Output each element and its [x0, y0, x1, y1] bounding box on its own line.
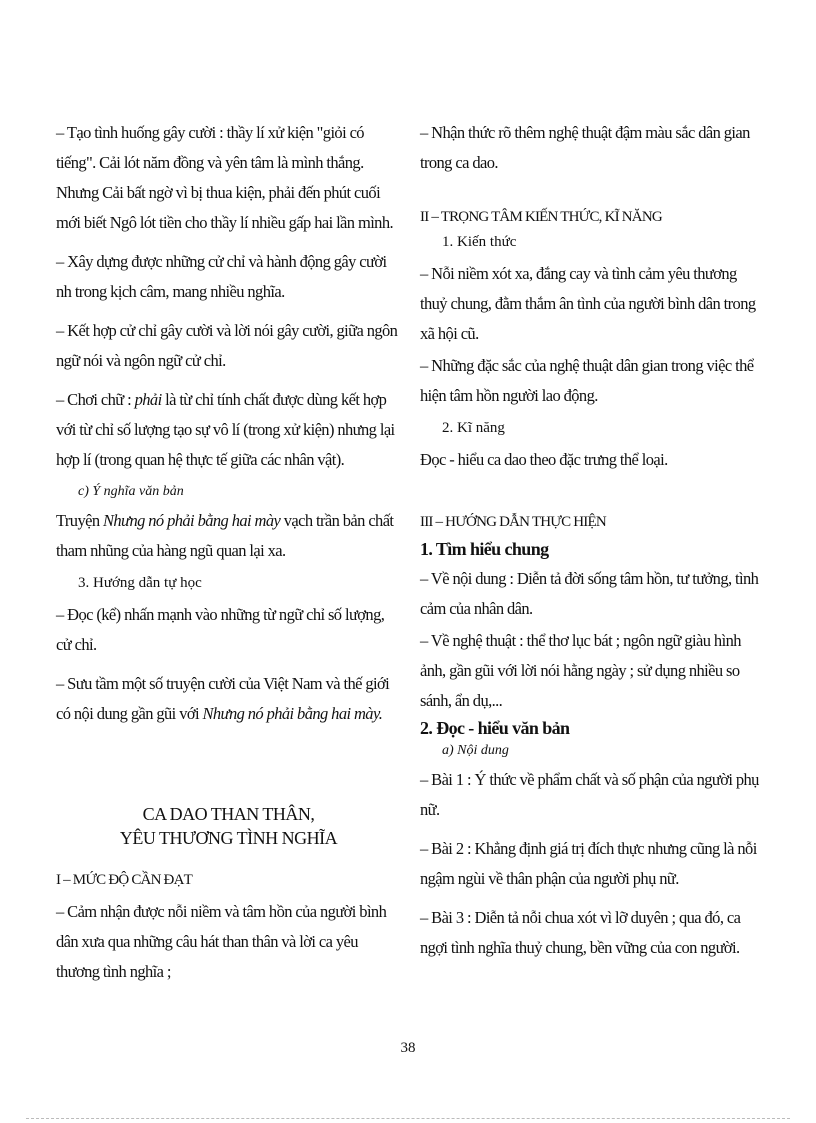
subheading-skills: 2. Kĩ năng	[442, 420, 505, 436]
subheading-knowledge: 1. Kiến thức	[442, 234, 517, 250]
paragraph: – Về nghệ thuật : thể thơ lục bát ; ngôn ngữ giàu hình ảnh, gần gũi với lời nói hằng ngày ; sử dụng nhiều so sánh, ẩn dụ,...	[420, 631, 741, 710]
paragraph: – Đọc (kể) nhấn mạnh vào những từ ngữ chỉ số lượng, cử chỉ.	[56, 605, 385, 654]
paragraph	[56, 669, 401, 729]
heading-guide: III – HƯỚNG DẪN THỰC HIỆN	[420, 514, 606, 530]
italic-title: Nhưng nó phải bằng hai mày	[103, 511, 281, 530]
heading-level: I – MỨC ĐỘ CẦN ĐẠT	[56, 872, 192, 888]
text-run: – Chơi chữ :	[56, 390, 135, 409]
paragraph: – Bài 2 : Khẳng định giá trị đích thực nhưng cũng là nỗi ngậm ngùi về thân phận của người phụ nữ.	[420, 839, 757, 888]
paragraph: – Xây dựng được những cử chỉ và hành động gây cười nh trong kịch câm, mang nhiều nghĩa.	[56, 252, 387, 301]
section-title-line1: CA DAO THAN THÂN,	[142, 804, 315, 824]
paragraph: – Cảm nhận được nỗi niềm và tâm hồn của người bình dân xưa qua những câu hát than thân và lời ca yêu thương tình nghĩa ;	[56, 902, 387, 981]
text-run: – Sưu tầm một số truyện cười của Việt Nam và thế giới có nội dung gần gũi với	[56, 674, 390, 723]
paragraph: – Nhận thức rõ thêm nghệ thuật đậm màu sắc dân gian trong ca dao.	[420, 123, 750, 172]
paragraph: – Những đặc sắc của nghệ thuật dân gian trong việc thể hiện tâm hồn người lao động.	[420, 356, 754, 405]
text-run: vạch trần bản chất tham nhũng của hàng ngũ quan lại xa.	[56, 511, 394, 560]
heading-reading: 2. Đọc - hiểu văn bản	[420, 718, 570, 738]
paragraph	[56, 385, 401, 475]
bottom-divider	[26, 1118, 790, 1119]
subheading-content: a) Nội dung	[442, 743, 509, 758]
subheading-self-study: 3. Hướng dẫn tự học	[78, 575, 202, 591]
paragraph: – Bài 3 : Diễn tả nỗi chua xót vì lỡ duyên ; qua đó, ca ngợi tình nghĩa thuỷ chung, bền vững của con người.	[420, 908, 741, 957]
page-number: 38	[400, 1040, 416, 1056]
italic-title: Nhưng nó phải bằng hai mày.	[202, 704, 383, 723]
paragraph: Đọc - hiểu ca dao theo đặc trưng thể loại.	[420, 450, 668, 469]
heading-general: 1. Tìm hiểu chung	[420, 539, 549, 559]
paragraph: – Về nội dung : Diễn tả đời sống tâm hồn, tư tưởng, tình cảm của nhân dân.	[420, 569, 759, 618]
paragraph: – Tạo tình huống gây cười : thầy lí xử kiện "giỏi có tiếng". Cải lót năm đồng và yên tâm là mình thắng. Nhưng Cải bất ngờ vì bị thua kiện, phải đến phút cuối mới biết Ngô lót tiền cho thầy lí nhiều gấp hai lần mình.	[56, 123, 394, 232]
paragraph	[56, 506, 401, 566]
right-column	[420, 118, 762, 972]
subheading-meaning: c) Ý nghĩa văn bản	[78, 484, 184, 499]
italic-word: phải	[134, 390, 162, 409]
section-title-line2: YÊU THƯƠNG TÌNH NGHĨA	[119, 828, 338, 848]
paragraph: – Kết hợp cử chỉ gây cười và lời nói gây cười, giữa ngôn ngữ nói và ngôn ngữ cử chỉ.	[56, 321, 398, 370]
paragraph: – Nỗi niềm xót xa, đắng cay và tình cảm yêu thương thuỷ chung, đằm thắm ân tình của người bình dân trong xã hội cũ.	[420, 264, 756, 343]
left-column	[56, 118, 401, 996]
paragraph: – Bài 1 : Ý thức về phẩm chất và số phận của người phụ nữ.	[420, 770, 759, 819]
text-run: Truyện	[56, 511, 103, 530]
heading-focus: II – TRỌNG TÂM KIẾN THỨC, KĨ NĂNG	[420, 209, 662, 225]
text-run: là từ chỉ tính chất được dùng kết hợp với từ chỉ số lượng tạo sự vô lí (trong xử kiện) nhưng lại hợp lí (trong quan hệ thực tế giữa các nhân vật).	[56, 390, 395, 469]
